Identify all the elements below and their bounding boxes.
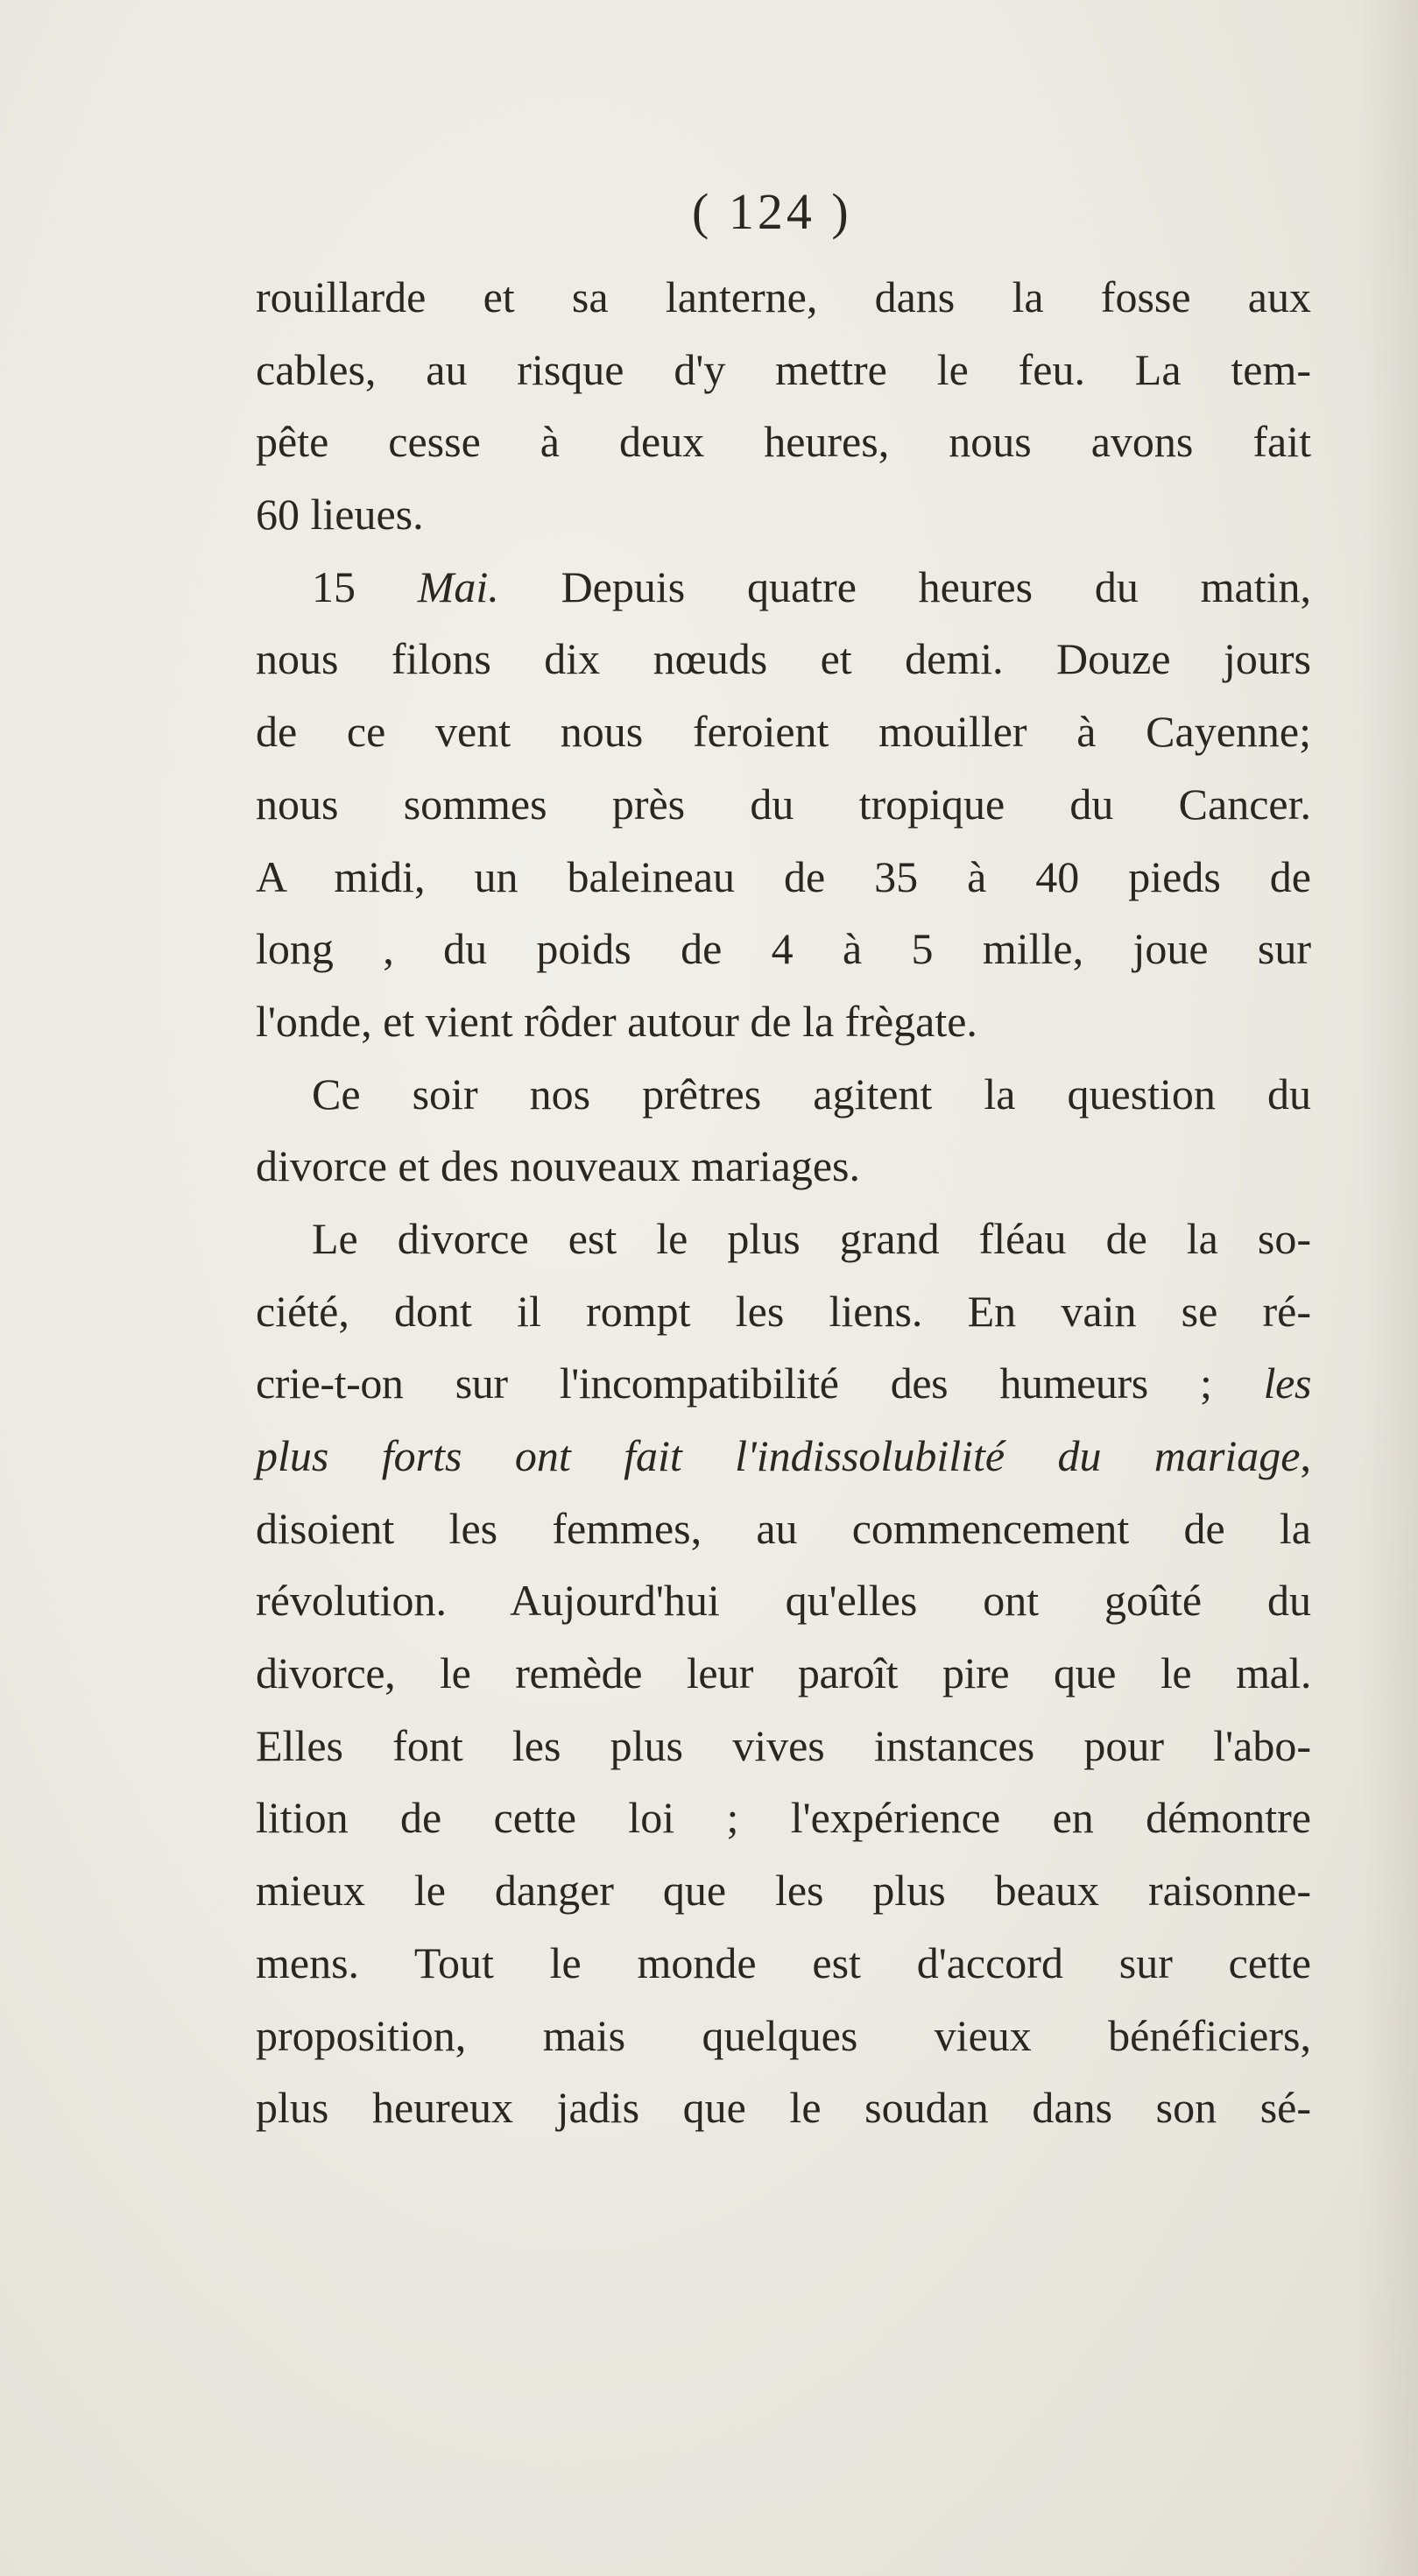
text-line: l'onde, et vient rôder autour de la frègate. bbox=[256, 996, 977, 1046]
text-line: divorce et des nouveaux mariages. bbox=[256, 1141, 861, 1191]
text-line bbox=[256, 1420, 1311, 1493]
text-line: proposition, mais quelques vieux bénéficiers, bbox=[256, 2010, 1311, 2060]
date-day: 15 bbox=[312, 561, 418, 611]
page-number: ( 124 ) bbox=[692, 183, 852, 240]
text-line: ciété, dont il rompt les liens. En vain se ré- bbox=[256, 1286, 1311, 1336]
body-text bbox=[256, 261, 1311, 2144]
text-line: de ce vent nous feroient mouiller à Cayenne; bbox=[256, 707, 1311, 757]
text-line bbox=[256, 1347, 1311, 1420]
text-line: Elles font les plus vives instances pour l'abo- bbox=[256, 1720, 1311, 1770]
text-line: 60 lieues. bbox=[256, 490, 424, 540]
italic-quote: les bbox=[1263, 1359, 1311, 1408]
text-fragment: Depuis quatre heures du matin, bbox=[498, 561, 1312, 611]
text-line: Ce soir nos prêtres agitent la question du bbox=[312, 1069, 1311, 1119]
text-line: plus heureux jadis que le soudan dans son sé- bbox=[256, 2083, 1311, 2133]
date-month: Mai. bbox=[417, 561, 499, 611]
text-line: mens. Tout le monde est d'accord sur cette bbox=[256, 1937, 1311, 1987]
text-line: A midi, un baleineau de 35 à 40 pieds de bbox=[256, 851, 1311, 901]
text-line bbox=[256, 551, 1311, 624]
italic-quote: plus forts ont fait l'indissolubilité du mariage bbox=[256, 1431, 1301, 1480]
text-line: révolution. Aujourd'hui qu'elles ont goûté du bbox=[256, 1576, 1311, 1626]
text-line: divorce, le remède leur paroît pire que le mal. bbox=[256, 1648, 1311, 1698]
text-fragment: crie-t-on sur l'incompatibilité des humeurs ; bbox=[256, 1359, 1264, 1408]
text-line: mieux le danger que les plus beaux raisonne- bbox=[256, 1866, 1311, 1916]
text-line: long , du poids de 4 à 5 mille, joue sur bbox=[256, 924, 1311, 974]
text-fragment: , bbox=[1300, 1431, 1311, 1480]
text-line: cables, au risque d'y mettre le feu. La tem- bbox=[256, 344, 1311, 394]
text-line: nous sommes près du tropique du Cancer. bbox=[256, 779, 1311, 829]
text-line: disoient les femmes, au commencement de la bbox=[256, 1503, 1311, 1553]
text-line: Le divorce est le plus grand fléau de la so- bbox=[312, 1213, 1311, 1263]
text-line: pête cesse à deux heures, nous avons fait bbox=[256, 417, 1311, 467]
text-line: rouillarde et sa lanterne, dans la fosse aux bbox=[256, 272, 1311, 321]
text-line: lition de cette loi ; l'expérience en démontre bbox=[256, 1793, 1311, 1843]
text-line: nous filons dix nœuds et demi. Douze jours bbox=[256, 634, 1311, 684]
